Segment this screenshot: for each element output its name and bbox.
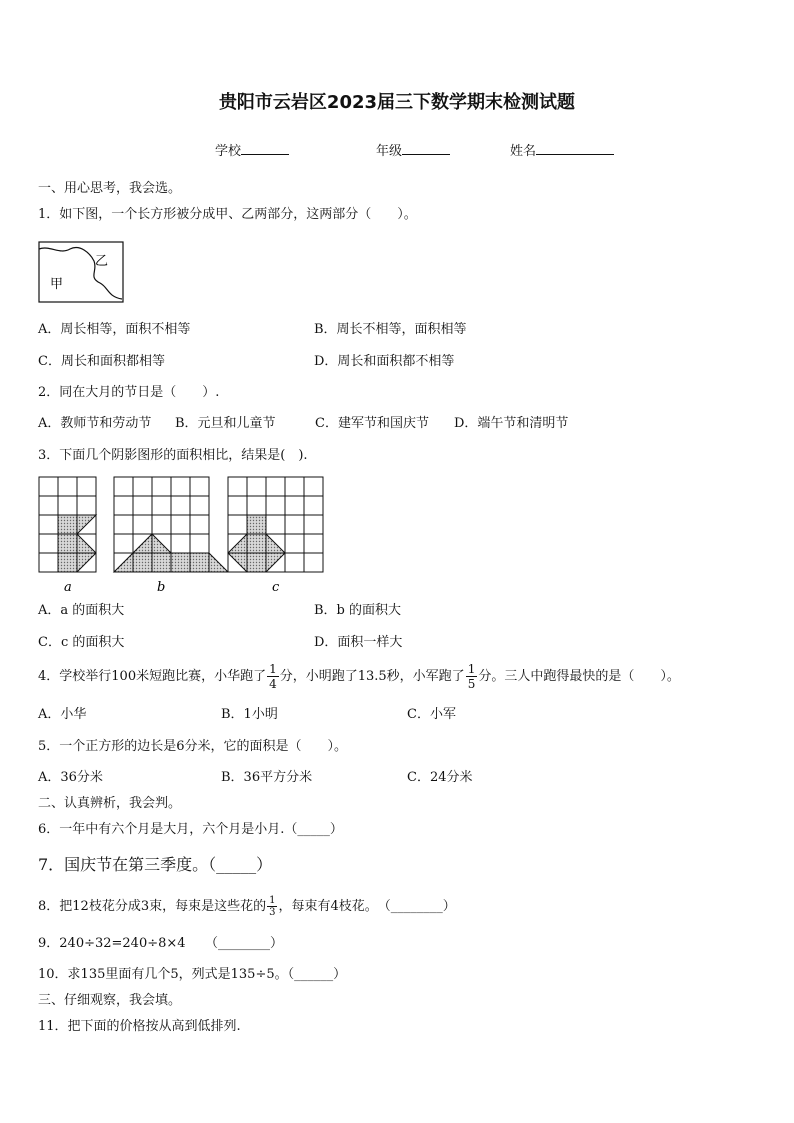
fraction-one-quarter bbox=[267, 662, 279, 691]
question-6-text: 6．一年中有六个月是大月，六个月是小月.（_____） bbox=[38, 822, 343, 837]
question-3-option-c[interactable]: C．c 的面积大 bbox=[38, 635, 125, 650]
question-4-part-1: 4．学校举行100米短跑比赛，小华跑了 bbox=[38, 669, 267, 684]
grid-c bbox=[228, 477, 323, 572]
fraction-numerator: 1 bbox=[269, 662, 277, 676]
question-3-figures bbox=[36, 474, 328, 598]
grade-label: 年级 bbox=[376, 144, 403, 159]
question-3-option-b[interactable]: B．b 的面积大 bbox=[314, 603, 402, 618]
question-5-option-a[interactable]: A．36分米 bbox=[38, 770, 103, 785]
figure-label-b: b bbox=[157, 580, 166, 595]
question-5-option-b[interactable]: B．36平方分米 bbox=[221, 770, 313, 785]
question-5-text: 5．一个正方形的边长是6分米，它的面积是（ ）。 bbox=[38, 739, 348, 754]
question-3-option-a[interactable]: A．a 的面积大 bbox=[38, 603, 125, 618]
fraction-denominator: 4 bbox=[269, 677, 277, 691]
question-7-text: 7．国庆节在第三季度。（_____） bbox=[38, 855, 273, 874]
region-jia-label: 甲 bbox=[50, 277, 64, 292]
question-3-option-d[interactable]: D．面积一样大 bbox=[314, 635, 403, 650]
school-blank bbox=[241, 141, 289, 155]
question-1-option-a[interactable]: A．周长相等，面积不相等 bbox=[38, 322, 191, 337]
question-8-part-1: 8．把12枝花分成3束，每束是这些花的 bbox=[38, 899, 267, 914]
question-1-option-c[interactable]: C．周长和面积都相等 bbox=[38, 354, 165, 369]
question-2-text: 2．同在大月的节日是（ ）. bbox=[38, 385, 220, 400]
question-5-option-c[interactable]: C．24分米 bbox=[407, 770, 473, 785]
question-4-part-2: 分，小明跑了13.5秒，小军跑了 bbox=[279, 669, 465, 684]
name-blank bbox=[536, 141, 614, 155]
question-2-option-d[interactable]: D．端午节和清明节 bbox=[454, 416, 569, 431]
question-3-text: 3．下面几个阴影图形的面积相比，结果是( ). bbox=[38, 448, 308, 463]
question-10-text: 10．求135里面有几个5，列式是135÷5。（______） bbox=[38, 967, 347, 982]
region-yi-label: 乙 bbox=[95, 254, 109, 269]
section-heading-3: 三、仔细观察，我会填。 bbox=[38, 993, 182, 1008]
question-1-option-b[interactable]: B．周长不相等，面积相等 bbox=[314, 322, 467, 337]
question-2-option-c[interactable]: C．建军节和国庆节 bbox=[315, 416, 429, 431]
fraction-numerator: 1 bbox=[269, 895, 276, 906]
fraction-one-fifth bbox=[466, 662, 478, 691]
shaded-shape-c bbox=[228, 515, 285, 572]
grade-blank bbox=[402, 141, 450, 155]
figure-label-a: a bbox=[64, 580, 72, 595]
page-title: 贵阳市云岩区2023届三下数学期末检测试题 bbox=[218, 92, 576, 113]
question-4-option-a[interactable]: A．小华 bbox=[38, 707, 87, 722]
question-4-part-3: 分。三人中跑得最快的是（ ）。 bbox=[478, 669, 680, 684]
question-4-option-c[interactable]: C．小军 bbox=[407, 707, 456, 722]
question-8-text bbox=[38, 892, 456, 922]
name-field bbox=[510, 141, 614, 160]
question-1-figure bbox=[38, 241, 124, 303]
grade-field bbox=[376, 141, 450, 160]
question-2-option-b[interactable]: B．元旦和儿童节 bbox=[175, 416, 276, 431]
question-8-part-2: ，每束有4枝花。 （________） bbox=[278, 899, 456, 914]
fraction-denominator: 5 bbox=[467, 677, 476, 691]
question-11-text: 11．把下面的价格按从高到低排列. bbox=[38, 1019, 241, 1034]
school-label: 学校 bbox=[215, 144, 242, 159]
grid-b bbox=[114, 477, 228, 572]
question-9-text: 9．240÷32=240÷8×4 （________） bbox=[38, 936, 284, 951]
fraction-one-third bbox=[267, 895, 277, 918]
question-1-text: 1．如下图，一个长方形被分成甲、乙两部分，这两部分（ ）。 bbox=[38, 207, 417, 222]
school-field bbox=[215, 141, 289, 160]
name-label: 姓名 bbox=[510, 144, 537, 159]
question-4-text bbox=[38, 662, 680, 692]
question-2-option-a[interactable]: A．教师节和劳动节 bbox=[38, 416, 152, 431]
figure-label-c: c bbox=[272, 580, 280, 595]
fraction-denominator: 3 bbox=[269, 907, 276, 918]
section-heading-1: 一、用心思考，我会选。 bbox=[38, 181, 182, 196]
section-heading-2: 二、认真辨析，我会判。 bbox=[38, 796, 182, 811]
fraction-numerator: 1 bbox=[467, 662, 476, 676]
question-1-option-d[interactable]: D．周长和面积都不相等 bbox=[314, 354, 455, 369]
question-4-option-b[interactable]: B．1小明 bbox=[221, 707, 278, 722]
grid-a bbox=[39, 477, 96, 572]
